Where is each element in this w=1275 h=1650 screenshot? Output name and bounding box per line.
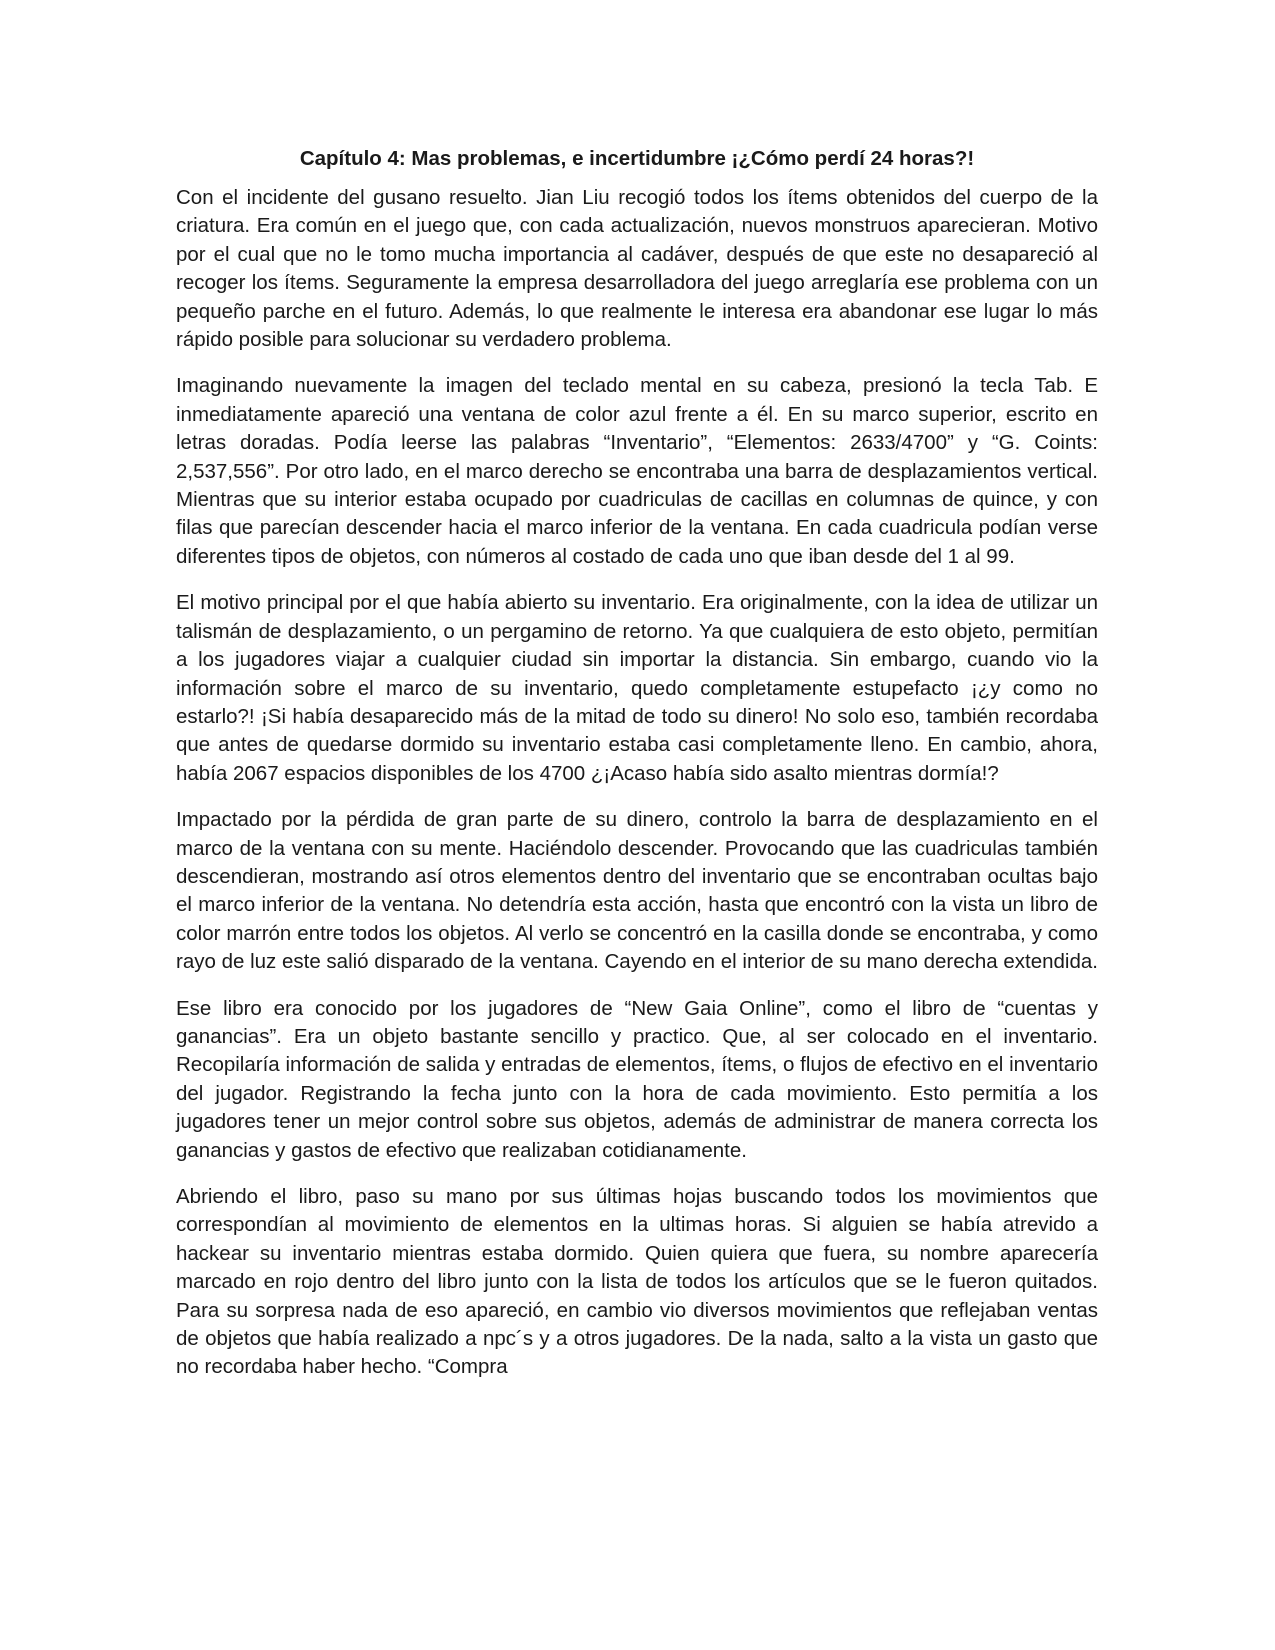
chapter-title: Capítulo 4: Mas problemas, e incertidumbre ¡¿Cómo perdí 24 horas?!: [299, 147, 975, 170]
paragraph: Ese libro era conocido por los jugadores de “New Gaia Online”, como el libro de “cuentas y ganancias”. Era un objeto bastante sencillo y practico. Que, al ser colocado en el inventario. Recopilaría información de salida y entradas de elementos, ítems, o flujos de efectivo en el inventario del jugador. Registrando la fecha junto con la hora de cada movimiento. Esto permitía a los jugadores tener un mejor control sobre sus objetos, además de administrar de manera correcta los ganancias y gastos de efectivo que realizaban cotidianamente.: [176, 996, 1098, 1162]
paragraph: Con el incidente del gusano resuelto. Jian Liu recogió todos los ítems obtenidos del cuerpo de la criatura. Era común en el juego que, con cada actualización, nuevos monstruos aparecieran. Motivo por el cual que no le tomo mucha importancia al cadáver, después de que este no desapareció al recoger los ítems. Seguramente la empresa desarrolladora del juego arreglaría ese problema con un pequeño parche en el futuro. Además, lo que realmente le interesa era abandonar ese lugar lo más rápido posible para solucionar su verdadero problema.: [176, 186, 1098, 352]
paragraph: El motivo principal por el que había abierto su inventario. Era originalmente, con la idea de utilizar un talismán de desplazamiento, o un pergamino de retorno. Ya que cualquiera de esto objeto, permitían a los jugadores viajar a cualquier ciudad sin importar la distancia. Sin embargo, cuando vio la información sobre el marco de su inventario, quedo completamente estupefacto ¡¿y como no estarlo?! ¡Si había desaparecido más de la mitad de todo su dinero! No solo eso, también recordaba que antes de quedarse dormido su inventario estaba casi completamente lleno. En cambio, ahora, había 2067 espacios disponibles de los 4700 ¿¡Acaso había sido asalto mientras dormía!?: [176, 591, 1098, 785]
paragraph: Abriendo el libro, paso su mano por sus últimas hojas buscando todos los movimientos que correspondían al movimiento de elementos en la ultimas horas. Si alguien se había atrevido a hackear su inventario mientras estaba dormido. Quien quiera que fuera, su nombre aparecería marcado en rojo dentro del libro junto con la lista de todos los artículos que se le fueron quitados. Para su sorpresa nada de eso apareció, en cambio vio diversos movimientos que reflejaban ventas de objetos que había realizado a npc´s y a otros jugadores. De la nada, salto a la vista un gasto que no recordaba haber hecho. “Compra: [176, 1185, 1098, 1379]
page-content: [176, 146, 1098, 1400]
paragraph: Imaginando nuevamente la imagen del teclado mental en su cabeza, presionó la tecla Tab. E inmediatamente apareció una ventana de color azul frente a él. En su marco superior, escrito en letras doradas. Podía leerse las palabras “Inventario”, “Elementos: 2633/4700” y “G. Coints: 2,537,556”. Por otro lado, en el marco derecho se encontraba una barra de desplazamientos vertical. Mientras que su interior estaba ocupado por cuadriculas de cacillas en columnas de quince, y con filas que parecían descender hacia el marco inferior de la ventana. En cada cuadricula podían verse diferentes tipos de objetos, con números al costado de cada uno que iban desde del 1 al 99.: [176, 374, 1098, 568]
paragraph: Impactado por la pérdida de gran parte de su dinero, controlo la barra de desplazamiento en el marco de la ventana con su mente. Haciéndolo descender. Provocando que las cuadriculas también descendieran, mostrando así otros elementos dentro del inventario que se encontraban ocultas bajo el marco inferior de la ventana. No detendría esta acción, hasta que encontró con la vista un libro de color marrón entre todos los objetos. Al verlo se concentró en la casilla donde se encontraba, y como rayo de luz este salió disparado de la ventana. Cayendo en el interior de su mano derecha extendida.: [176, 808, 1098, 974]
